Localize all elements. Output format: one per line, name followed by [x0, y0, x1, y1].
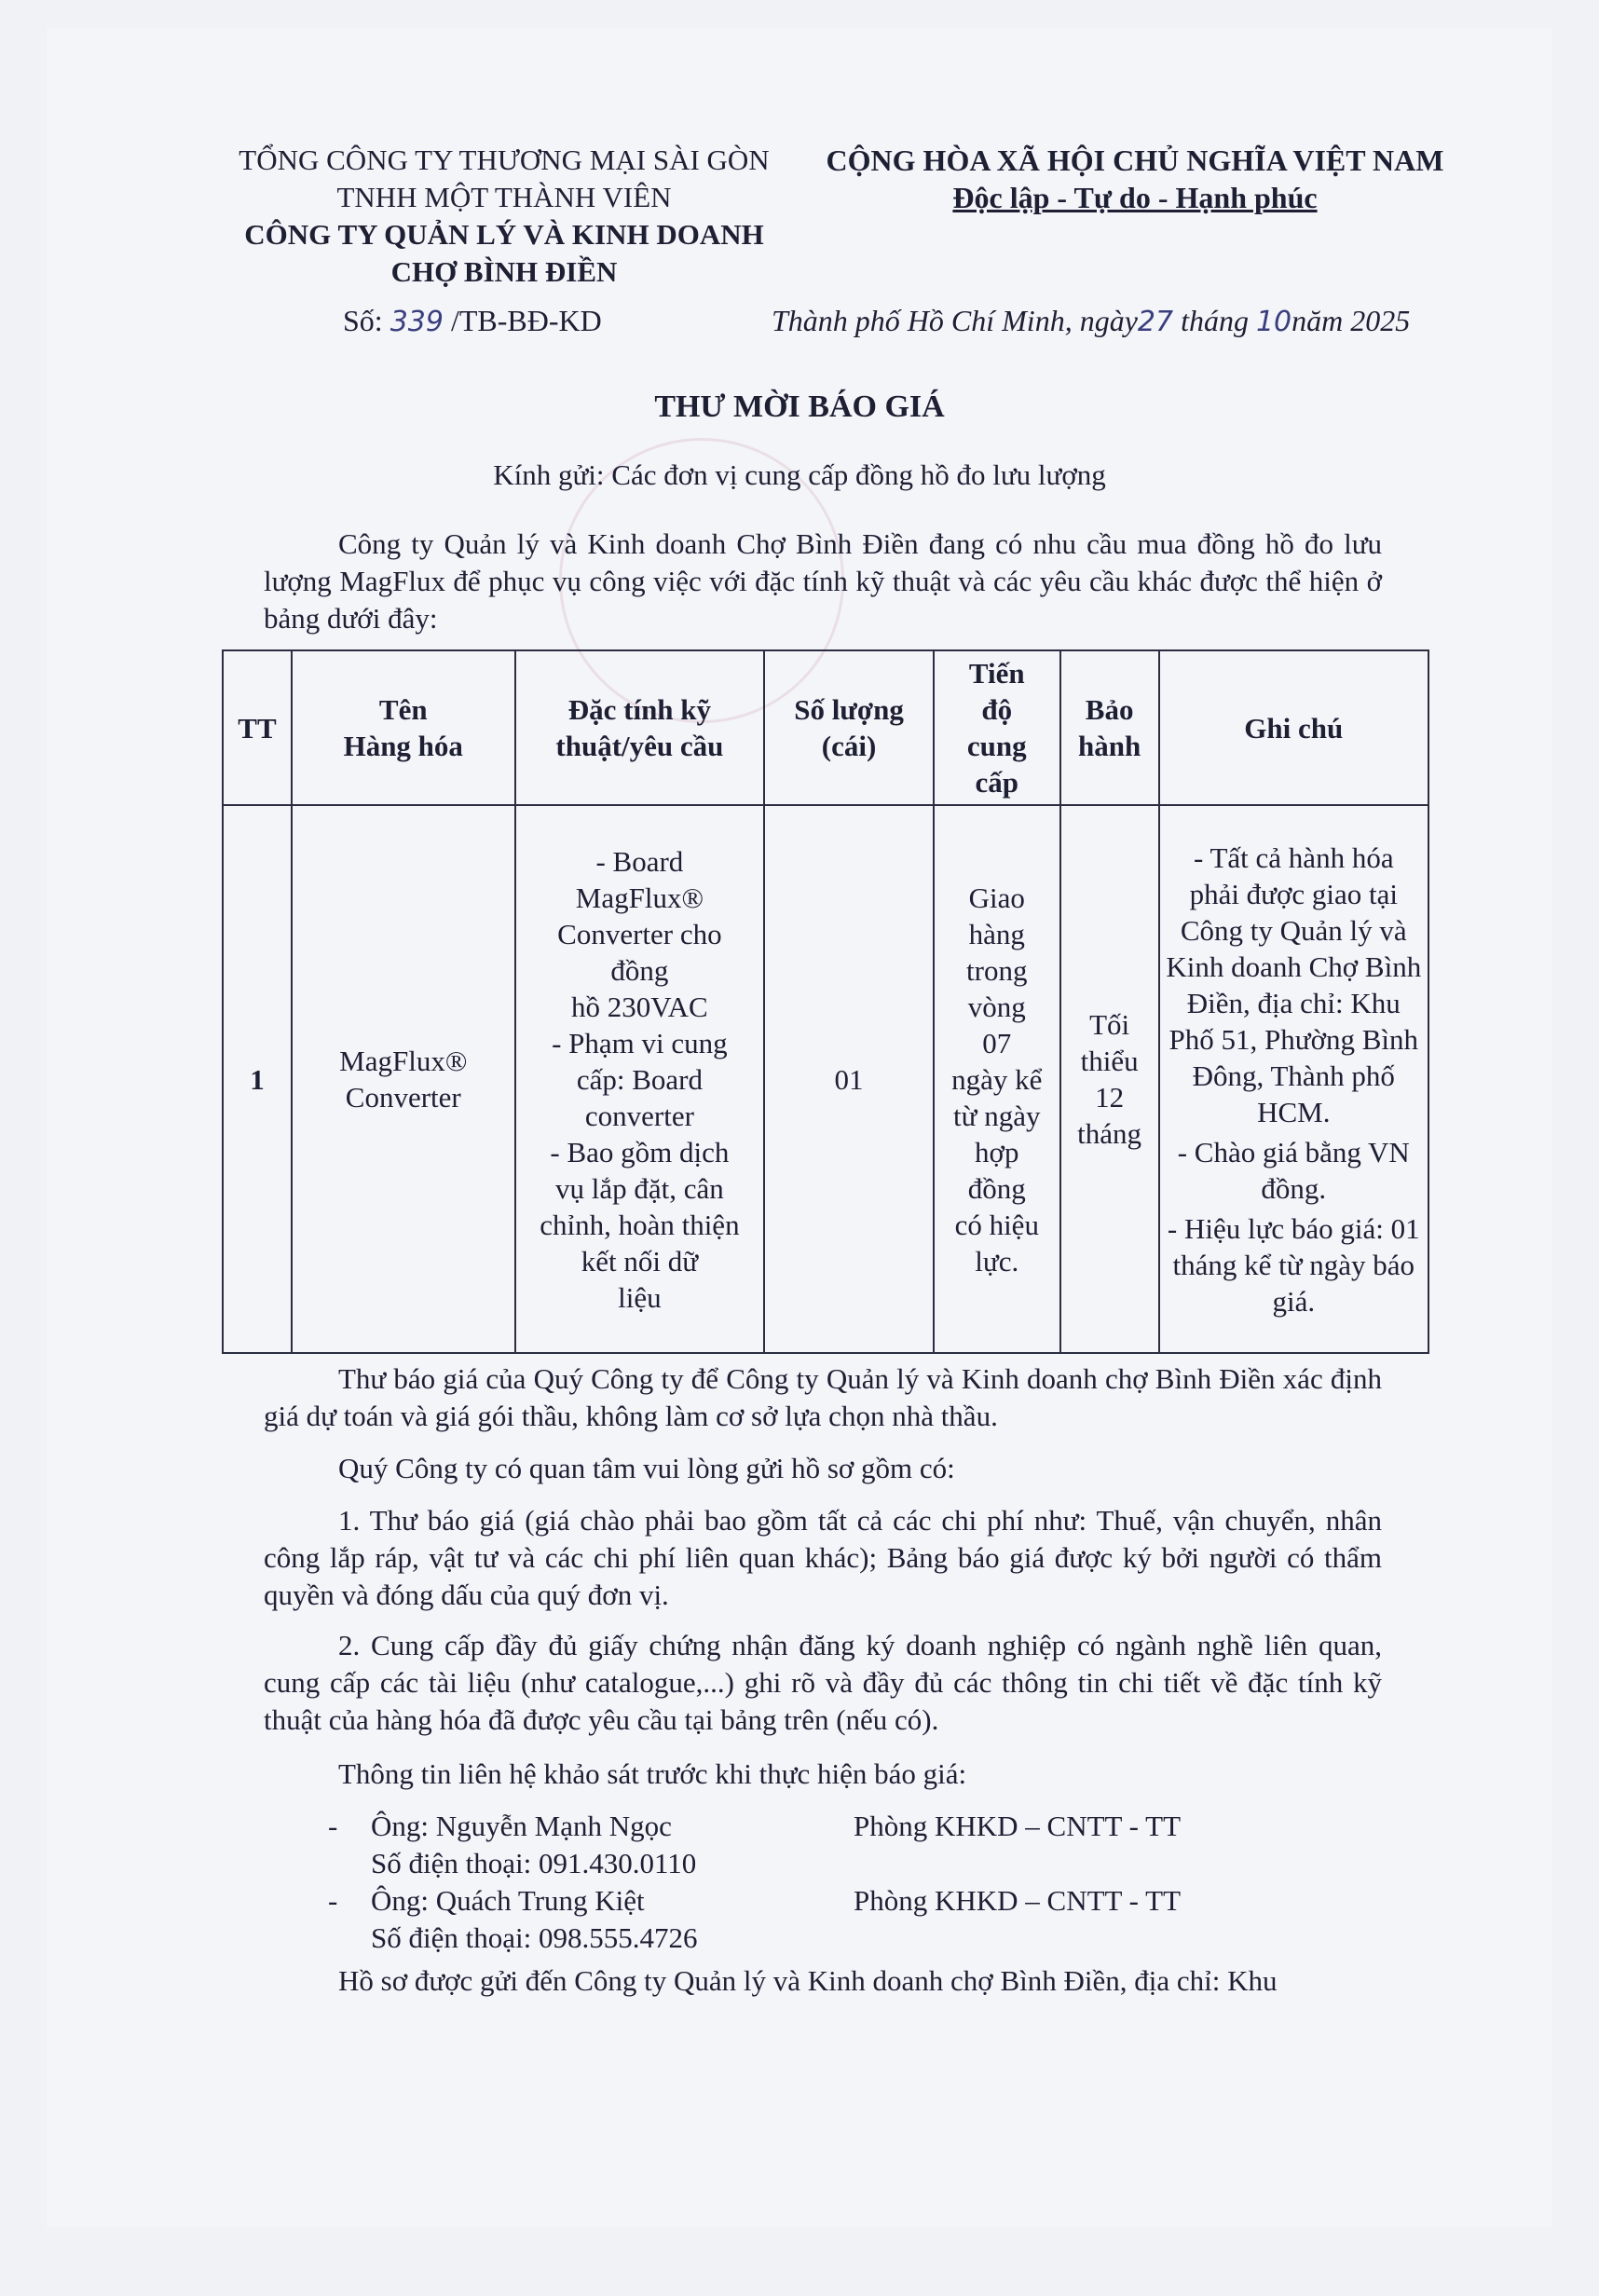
header-name: Tên Hàng hóa [292, 650, 515, 805]
note-delivery-location: - Tất cả hành hóa phải được giao tại Công ty Quản lý và Kinh doanh Chợ Bình Điền, địa chỉ: Khu Phố 51, Phường Bình Đông, Thành phố HCM. [1166, 840, 1422, 1128]
cell-tt: 1 [223, 805, 292, 1353]
header-spec: Đặc tính kỹ thuật/yêu cầu [515, 650, 765, 805]
note-currency: - Chào giá bằng VN đồng. [1177, 1135, 1410, 1205]
nation-name: CỘNG HÒA XÃ HỘI CHỦ NGHĨA VIỆT NAM [826, 144, 1444, 177]
contact-2-phone: Số điện thoại: 098.555.4726 [371, 1921, 698, 1954]
contact-intro [264, 1756, 1382, 1793]
item-1-text: 1. Thư báo giá (giá chào phải bao gồm tất cả các chi phí như: Thuế, vận chuyển, nhân công lắp ráp, vật tư và các chi phí liên quan khác); Bảng báo giá được ký bởi người có thẩm quyền và đóng dấu của quý đơn vị. [264, 1504, 1382, 1611]
intro-paragraph [264, 526, 1382, 637]
document-number [343, 304, 602, 338]
contact-2-dept: Phòng KHKD – CNTT - TT [854, 1884, 1182, 1917]
requirement-item-2 [264, 1627, 1382, 1739]
intro-text: Công ty Quản lý và Kinh doanh Chợ Bình Điền đang có nhu cầu mua đồng hồ đo lưu lượng MagFlux để phục vụ công việc với đặc tính kỹ thuật và các yêu cầu khác được thể hiện ở bảng dưới đây: [264, 527, 1382, 635]
date-part-1: Thành phố Hồ Chí Minh, ngày [772, 304, 1138, 337]
closing-text: Hồ sơ được gửi đến Công ty Quản lý và Kinh doanh chợ Bình Điền, địa chỉ: Khu [338, 1964, 1278, 1997]
closing-paragraph [264, 1962, 1382, 2000]
item-2-text: 2. Cung cấp đầy đủ giấy chứng nhận đăng ký doanh nghiệp có ngành nghề liên quan, cung cấp các tài liệu (như catalogue,...) ghi rõ và đầy đủ các thông tin chi tiết về đặc tính kỹ thuật của hàng hóa đã được yêu cầu tại bảng trên (nếu có). [264, 1629, 1382, 1736]
header-delivery: Tiến độ cung cấp [934, 650, 1060, 805]
nation-header [809, 142, 1461, 216]
issuer-line-4: CHỢ BÌNH ĐIỀN [390, 255, 618, 288]
cell-warranty: Tối thiểu 12 tháng [1060, 805, 1159, 1353]
cell-note [1159, 805, 1428, 1353]
issue-date [772, 304, 1410, 338]
date-part-2: tháng [1173, 304, 1256, 337]
doc-number-prefix: Số: [343, 304, 390, 337]
date-part-3: năm 2025 [1292, 304, 1411, 337]
cell-qty: 01 [764, 805, 934, 1353]
doc-number-handwritten: 339 [390, 306, 444, 338]
contact-2-name: Ông: Quách Trung Kiệt [371, 1884, 645, 1917]
issuer-header [211, 142, 798, 291]
document-title: THƯ MỜI BÁO GIÁ [654, 390, 945, 424]
purpose-paragraph [264, 1360, 1382, 1435]
cell-name: MagFlux® Converter [292, 805, 515, 1353]
contact-1-phone: Số điện thoại: 091.430.0110 [371, 1847, 697, 1879]
date-day-handwritten: 27 [1137, 306, 1174, 338]
note-validity: - Hiệu lực báo giá: 01 tháng kể từ ngày báo giá. [1167, 1211, 1420, 1318]
cell-delivery: Giao hàng trong vòng 07 ngày kể từ ngày hợp đồng có hiệu lực. [934, 805, 1060, 1353]
purpose-text: Thư báo giá của Quý Công ty để Công ty Quản lý và Kinh doanh chợ Bình Điền xác định giá dự toán và giá gói thầu, không làm cơ sở lựa chọn nhà thầu. [264, 1362, 1382, 1432]
contact-1-name: Ông: Nguyễn Mạnh Ngọc [371, 1810, 672, 1842]
issuer-line-3: CÔNG TY QUẢN LÝ VÀ KINH DOANH [244, 218, 764, 251]
cell-spec: - Board MagFlux® Converter cho đồng hồ 230VAC - Phạm vi cung cấp: Board converter - Bao gồm dịch vụ lắp đặt, cân chỉnh, hoàn thiện kết nối dữ liệu [515, 805, 765, 1353]
contact-1-dept: Phòng KHKD – CNTT - TT [854, 1810, 1182, 1842]
doc-number-suffix: /TB-BĐ-KD [443, 304, 602, 337]
table-header-row [223, 650, 1428, 805]
header-qty: Số lượng (cái) [764, 650, 934, 805]
header-tt: TT [223, 650, 292, 805]
header-warranty: Bảo hành [1060, 650, 1159, 805]
contact-2-name-line: - Ông: Quách Trung Kiệt [328, 1884, 645, 1917]
issuer-line-1: TỔNG CÔNG TY THƯƠNG MẠI SÀI GÒN [239, 144, 770, 176]
requirement-item-1 [264, 1502, 1382, 1614]
header-note: Ghi chú [1159, 650, 1428, 805]
contact-1-name-line: - Ông: Nguyễn Mạnh Ngọc [328, 1810, 672, 1842]
issuer-line-2: TNHH MỘT THÀNH VIÊN [336, 181, 672, 213]
date-month-handwritten: 10 [1255, 306, 1292, 338]
interest-text: Quý Công ty có quan tâm vui lòng gửi hồ sơ gồm có: [338, 1452, 955, 1484]
recipient-line: Kính gửi: Các đơn vị cung cấp đồng hồ đo lưu lượng [493, 458, 1106, 491]
quotation-table [222, 649, 1429, 1354]
contact-intro-text: Thông tin liên hệ khảo sát trước khi thực hiện báo giá: [338, 1757, 967, 1790]
nation-motto: Độc lập - Tự do - Hạnh phúc [952, 181, 1318, 214]
table-row [223, 805, 1428, 1353]
interest-paragraph [264, 1450, 1382, 1487]
